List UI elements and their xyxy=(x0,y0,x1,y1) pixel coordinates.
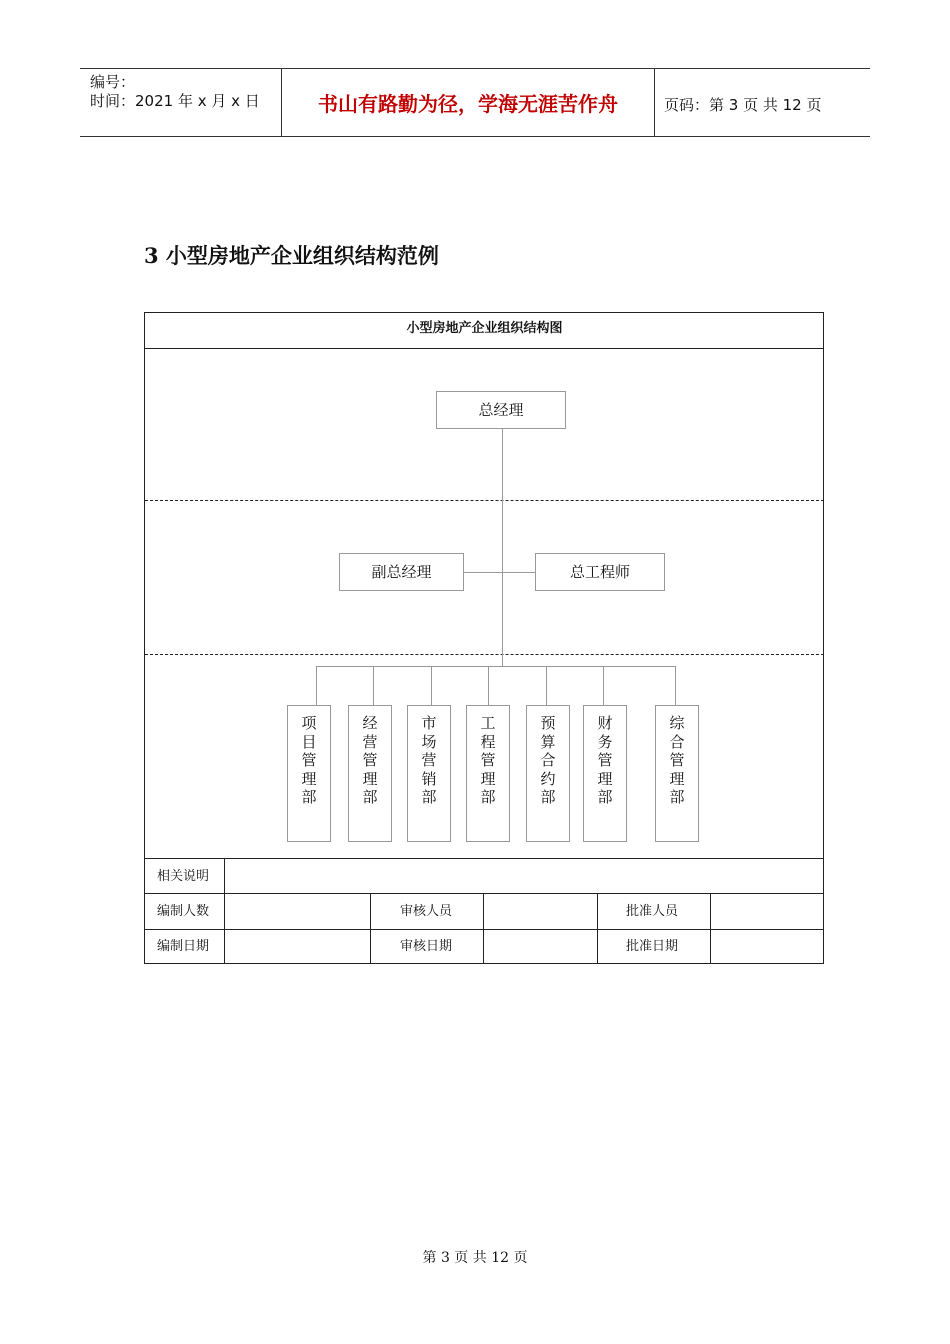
reviewer-label: 审核人员 xyxy=(400,904,453,919)
dept-drop-connector xyxy=(316,666,317,705)
table-rule xyxy=(144,929,824,930)
level2-connector xyxy=(463,572,536,573)
level-divider xyxy=(145,500,824,501)
department-label: 财 务 管 理 部 xyxy=(597,714,613,806)
chief-engineer-box: 总工程师 xyxy=(535,553,665,591)
department-label: 项 目 管 理 部 xyxy=(301,714,317,806)
main-connector xyxy=(502,429,503,667)
review-date-label: 审核日期 xyxy=(400,939,453,954)
department-label: 综 合 管 理 部 xyxy=(669,714,685,806)
deputy-gm-box: 副总经理 xyxy=(339,553,464,591)
department-box xyxy=(407,705,451,842)
notes-label: 相关说明 xyxy=(157,869,210,884)
table-column-rule xyxy=(224,858,225,964)
table-column-rule xyxy=(597,893,598,964)
time-label: 时间：2021 年 x 月 x 日 xyxy=(90,92,260,110)
general-manager-box: 总经理 xyxy=(436,391,566,429)
approver-label: 批准人员 xyxy=(626,904,679,919)
department-label: 预 算 合 约 部 xyxy=(540,714,556,806)
department-box xyxy=(348,705,392,842)
department-box xyxy=(287,705,331,842)
dept-drop-connector xyxy=(431,666,432,705)
approve-date-label: 批准日期 xyxy=(626,939,679,954)
department-box xyxy=(583,705,627,842)
section-title: 3 小型房地产企业组织结构范例 xyxy=(144,243,439,268)
table-column-rule xyxy=(370,893,371,964)
chart-title: 小型房地产企业组织结构图 xyxy=(406,321,563,336)
header-divider xyxy=(654,68,655,136)
dept-bus-connector xyxy=(316,666,676,667)
table-column-rule xyxy=(710,893,711,964)
header-bottom-rule xyxy=(80,136,870,137)
table-rule xyxy=(144,858,824,859)
title-rule xyxy=(144,348,824,349)
department-label: 市 场 营 销 部 xyxy=(421,714,437,806)
header-motto: 书山有路勤为径，学海无涯苦作舟 xyxy=(318,92,618,116)
dept-drop-connector xyxy=(373,666,374,705)
department-box xyxy=(466,705,510,842)
department-box xyxy=(526,705,570,842)
compiled-count-label: 编制人数 xyxy=(157,904,210,919)
header-top-rule xyxy=(80,68,870,69)
dept-drop-connector xyxy=(603,666,604,705)
table-rule xyxy=(144,893,824,894)
dept-drop-connector xyxy=(675,666,676,705)
level-divider xyxy=(145,654,824,655)
table-column-rule xyxy=(483,893,484,964)
page-footer: 第 3 页 共 12 页 xyxy=(422,1250,528,1266)
dept-drop-connector xyxy=(488,666,489,705)
serial-label: 编号： xyxy=(90,73,136,91)
page-info: 页码：第 3 页 共 12 页 xyxy=(664,96,822,114)
department-label: 经 营 管 理 部 xyxy=(362,714,378,806)
dept-drop-connector xyxy=(546,666,547,705)
compiled-date-label: 编制日期 xyxy=(157,939,210,954)
department-box xyxy=(655,705,699,842)
department-label: 工 程 管 理 部 xyxy=(480,714,496,806)
